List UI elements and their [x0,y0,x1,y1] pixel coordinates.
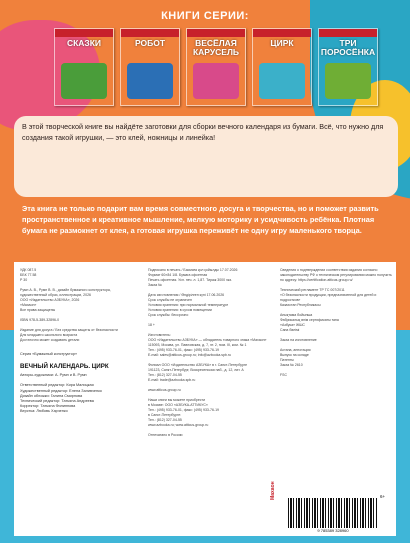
age-rating: 6+ [380,494,386,499]
barcode [288,498,378,528]
series-label: Серия «Бумажный конструктор» [20,352,78,356]
book-cover-karusel: ВЕСЁЛАЯ КАРУСЕЛЬ [186,28,246,106]
description-text: Эта книга не только подарит вам время совместного досуга и творчества, но и поможет развить пространственное и креативное мышление, мелкую моторику и усидчивость ребёнка. Плотная бумага не размокнет от клея, а готовая игрушка переживёт не одну игру маленького творца. [22,204,379,235]
book-credits: Авторы-художники: А. Румп и В. Румп Ответственный редактор: Кира Малицкая Художественный редактор: Елена Заливченко Дизайн обложки: Галина Смирнова Технический редактор: Татьяна Андреева Корректор: Татьяна Филиппова Верстка: Любовь Харченко [20,373,102,414]
book-cover-tri-porosenka: ТРИ ПОРОСЁНКА [318,28,378,106]
imprint-column-2: Подписано в печать / Басмаға қол қойылды 17.07.2026 Формат 60×84 1/8. Бумага офсетная Печать офсетная. Усл. печ. л. 1,87. Тираж 3000 экз. Заказ № Дата изготовления / Өндірілген күні 17.06.2026 Срок службы не ограничен Условия хранения: при нормальной температуре Условия хранения: в сухом помещении Срок службы: бессрочно 18 + Изготовитель: ООО «Издательство АЗБУКА» — обладатель товарного знака «Махаон» 115093, Москва, ул. Павловская, д. 7, эт. 2, пом. III, ком. № 1 Тел.: (495) 933-76-01, факс: (495) 933-76-19 E-mail: sales@atticus-group.ru; info@azbooka.spb.ru Филиал ООО «Издательство АЗБУКА» в г. Санкт-Петербурге 191123, Санкт-Петербург, Воскресенская наб., д. 12, лит. А Тел.: (812) 327-04-55 E-mail: trade@azbooka.spb.ru www.atticus-group.ru Наши книги вы можете приобрести в Москве: ООО «АЗБУКА-АТТИКУС» Тел.: (495) 933-76-01, факс: (495) 933-76-19 в Санкт-Петербурге: Тел.: (812) 327-04-55 www.azbooka.ru; www.atticus-group.ru Отпечатано в России [148,268,267,437]
imprint-column-1: УДК 087.5 ББК 77.58 Р 30 Румп А. В., Румп В. В., дизайн бумажного конструктора, художественный образ, иллюстрации, 2026 ООО «Издательство АЗБУКА», 2026 «Махаон» Все права защищены ISBN 978-5-389-32896-0 Издание для досуга / Без средства защиты от безопасности Для младшего школьного возраста Достаточно может создавать детали [20,268,118,342]
imprint-column-3: Сведения о подтверждении соответствия издания согласно законодательству РФ о техническом регулировании можно получить по адресу: https://certification.atticus-group.ru/ Технический регламент ТР ТС 007/2011 «О безопасности продукции, предназначенной для детей и подростков» Казахстан Республикасы Анықтама бойынша Фабрикалық өнім сертификаты ғана «Азбука» ЖШС Сапа бөлімі Заказ на изготовление Астана, аннотация Выпуск на складе Патенты Заказ № 2610 FSC [280,268,392,377]
intro-text: В этой творческой книге вы найдёте заготовки для сборки вечного календаря из бумаги. Всё, что нужно для создания такой игрушки, — это клей, ножницы и линейка! [22,122,384,142]
book-title: ВЕЧНЫЙ КАЛЕНДАРЬ. ЦИРК [20,363,109,370]
series-title: КНИГИ СЕРИИ: [161,10,249,22]
book-cover-tsirk: ЦИРК [252,28,312,106]
book-cover-skazki: СКАЗКИ [54,28,114,106]
publisher-logo: Махаон [270,481,276,500]
barcode-number: 9 785389 328960 [317,528,349,533]
book-cover-robot: РОБОТ [120,28,180,106]
